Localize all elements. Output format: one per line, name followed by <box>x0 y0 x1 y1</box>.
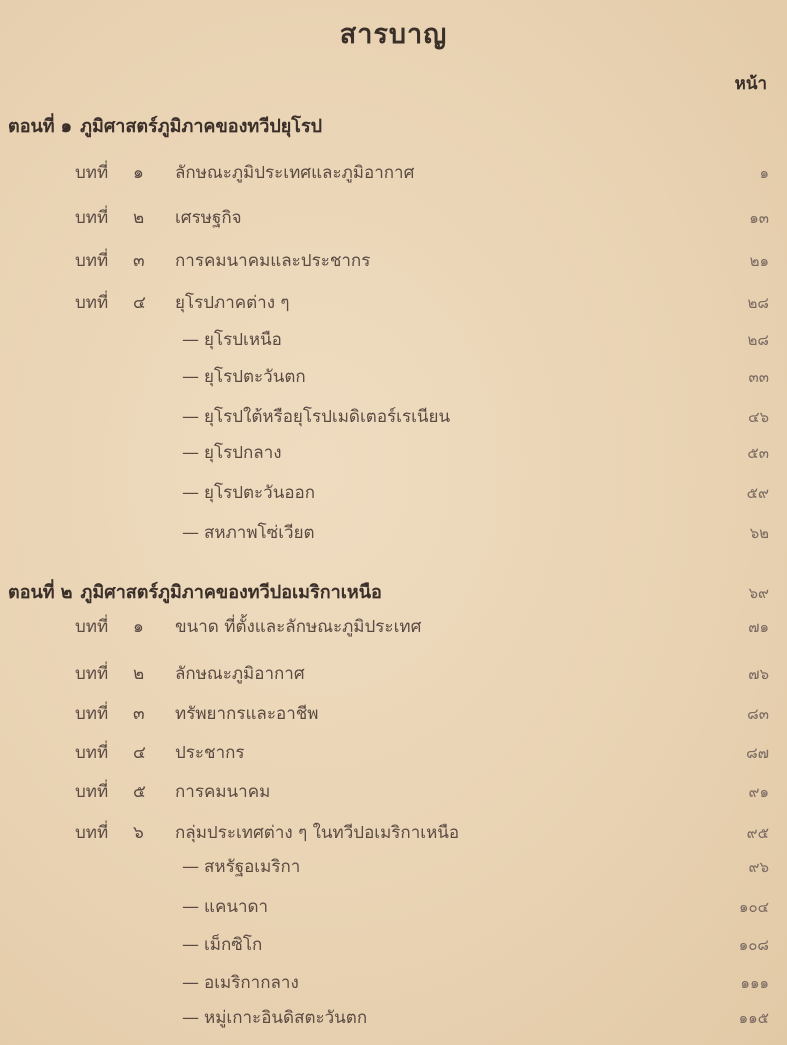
entry-page-number: ๙๕ <box>746 824 769 842</box>
entry-title: สหรัฐอเมริกา <box>204 857 301 877</box>
chap-number: ๑ <box>133 617 144 637</box>
chap-label: บทที่ <box>75 664 109 684</box>
subsection-dash: — <box>182 897 199 917</box>
entry-title: แคนาดา <box>204 897 269 917</box>
subsection-dash: — <box>182 483 199 503</box>
chap-number: ๒ <box>133 664 145 684</box>
entry-title: ทรัพยากรและอาชีพ <box>175 704 319 724</box>
entry-title: ลักษณะภูมิอากาศ <box>175 664 305 684</box>
subsection-dash: — <box>182 407 199 427</box>
chap-label: บทที่ <box>75 704 109 724</box>
entry-title: กลุ่มประเทศต่าง ๆ ในทวีปอเมริกาเหนือ <box>175 823 460 843</box>
entry-page-number: ๗๖ <box>748 665 769 683</box>
entry-page-number: ๘๗ <box>746 744 769 762</box>
entry-page-number: ๖๒ <box>749 524 769 542</box>
entry-page-number: ๖๙ <box>748 584 769 602</box>
entry-page-number: ๑๐๔ <box>738 898 769 916</box>
subsection-dash: — <box>182 1008 199 1028</box>
entry-title: ยุโรปกลาง <box>204 443 282 463</box>
entry-title: ภูมิศาสตร์ภูมิภาคของทวีปอเมริกาเหนือ <box>80 582 382 603</box>
entry-title: อเมริกากลาง <box>204 973 299 993</box>
chap-label: บทที่ <box>75 208 109 228</box>
chap-number: ๔ <box>133 293 146 313</box>
toc-chapter-entry <box>75 203 242 233</box>
entry-title: การคมนาคม <box>175 782 271 802</box>
toc-chapter-entry <box>75 659 305 689</box>
entry-title: ประชากร <box>175 743 245 763</box>
page-column-header: หน้า <box>734 74 767 94</box>
toc-part-heading <box>8 578 382 608</box>
entry-page-number: ๙๑ <box>748 783 769 801</box>
toc-chapter-entry <box>75 246 370 276</box>
chap-label: บทที่ <box>75 823 109 843</box>
subsection-dash: — <box>182 973 199 993</box>
entry-title: ยุโรปตะวันตก <box>204 367 306 387</box>
toc-subsection-entry <box>182 852 300 882</box>
toc-subsection-entry <box>182 402 450 432</box>
toc-subsection-entry <box>182 892 268 922</box>
toc-chapter-entry <box>75 699 318 729</box>
chap-number: ๖ <box>133 823 144 843</box>
entry-page-number: ๑ <box>759 164 769 182</box>
entry-page-number: ๑๐๘ <box>738 936 769 954</box>
subsection-dash: — <box>182 367 199 387</box>
entry-title: เม็กซิโก <box>204 935 263 955</box>
entry-page-number: ๒๑ <box>749 252 769 270</box>
toc-chapter-entry <box>75 612 421 642</box>
part-label: ตอนที่ <box>8 116 55 137</box>
entry-page-number: ๘๓ <box>747 705 769 723</box>
chap-label: บทที่ <box>75 617 109 637</box>
entry-title: ยุโรปภาคต่าง ๆ <box>175 293 290 313</box>
chap-number: ๓ <box>133 704 145 724</box>
entry-title: สหภาพโซ่เวียต <box>204 523 315 543</box>
toc-chapter-entry <box>75 158 414 188</box>
entry-page-number: ๕๙ <box>746 484 769 502</box>
entry-page-number: ๒๘ <box>747 331 769 349</box>
subsection-dash: — <box>182 935 199 955</box>
toc-subsection-entry <box>182 968 299 998</box>
subsection-dash: — <box>182 857 199 877</box>
entry-title: หมู่เกาะอินดิสตะวันตก <box>204 1008 368 1028</box>
chap-number: ๕ <box>133 782 146 802</box>
toc-subsection-entry <box>182 362 306 392</box>
chap-number: ๔ <box>133 743 146 763</box>
chap-label: บทที่ <box>75 251 109 271</box>
entry-page-number: ๒๘ <box>747 294 769 312</box>
entry-page-number: ๕๓ <box>747 444 769 462</box>
toc-subsection-entry <box>182 325 282 355</box>
toc-chapter-entry <box>75 777 270 807</box>
subsection-dash: — <box>182 523 199 543</box>
subsection-dash: — <box>182 330 199 350</box>
entry-title: ยุโรปใต้หรือยุโรปเมดิเตอร์เรเนียน <box>204 407 451 427</box>
entry-title: ขนาด ที่ตั้งและลักษณะภูมิประเทศ <box>175 617 422 637</box>
chap-number: ๑ <box>133 163 144 183</box>
toc-chapter-entry <box>75 288 290 318</box>
entry-page-number: ๑๑๕ <box>738 1009 769 1027</box>
entry-page-number: ๗๑ <box>748 618 769 636</box>
chap-label: บทที่ <box>75 293 109 313</box>
part-number: ๒ <box>60 582 73 603</box>
part-label: ตอนที่ <box>8 582 55 603</box>
entry-title: ภูมิศาสตร์ภูมิภาคของทวีปยุโรป <box>80 116 323 137</box>
entry-title: ยุโรปเหนือ <box>204 330 282 350</box>
entry-title: เศรษฐกิจ <box>175 208 242 228</box>
chap-number: ๓ <box>133 251 145 271</box>
chap-label: บทที่ <box>75 782 109 802</box>
chap-number: ๒ <box>133 208 145 228</box>
toc-subsection-entry <box>182 930 262 960</box>
entry-page-number: ๙๖ <box>748 858 769 876</box>
entry-page-number: ๓๓ <box>748 368 769 386</box>
entry-page-number: ๑๓ <box>749 209 769 227</box>
toc-subsection-entry <box>182 518 315 548</box>
toc-chapter-entry <box>75 818 459 848</box>
toc-subsection-entry <box>182 1003 367 1033</box>
part-number: ๑ <box>60 116 73 137</box>
chap-label: บทที่ <box>75 163 109 183</box>
subsection-dash: — <box>182 443 199 463</box>
entry-title: การคมนาคมและประชากร <box>175 251 371 271</box>
entry-title: ลักษณะภูมิประเทศและภูมิอากาศ <box>175 163 415 183</box>
toc-subsection-entry <box>182 438 282 468</box>
page-title: สารบาญ <box>339 19 448 50</box>
entry-page-number: ๑๑๑ <box>740 974 769 992</box>
toc-chapter-entry <box>75 738 245 768</box>
toc-part-heading <box>8 112 322 142</box>
toc-subsection-entry <box>182 478 315 508</box>
entry-page-number: ๔๖ <box>748 408 769 426</box>
chap-label: บทที่ <box>75 743 109 763</box>
entry-title: ยุโรปตะวันออก <box>204 483 316 503</box>
